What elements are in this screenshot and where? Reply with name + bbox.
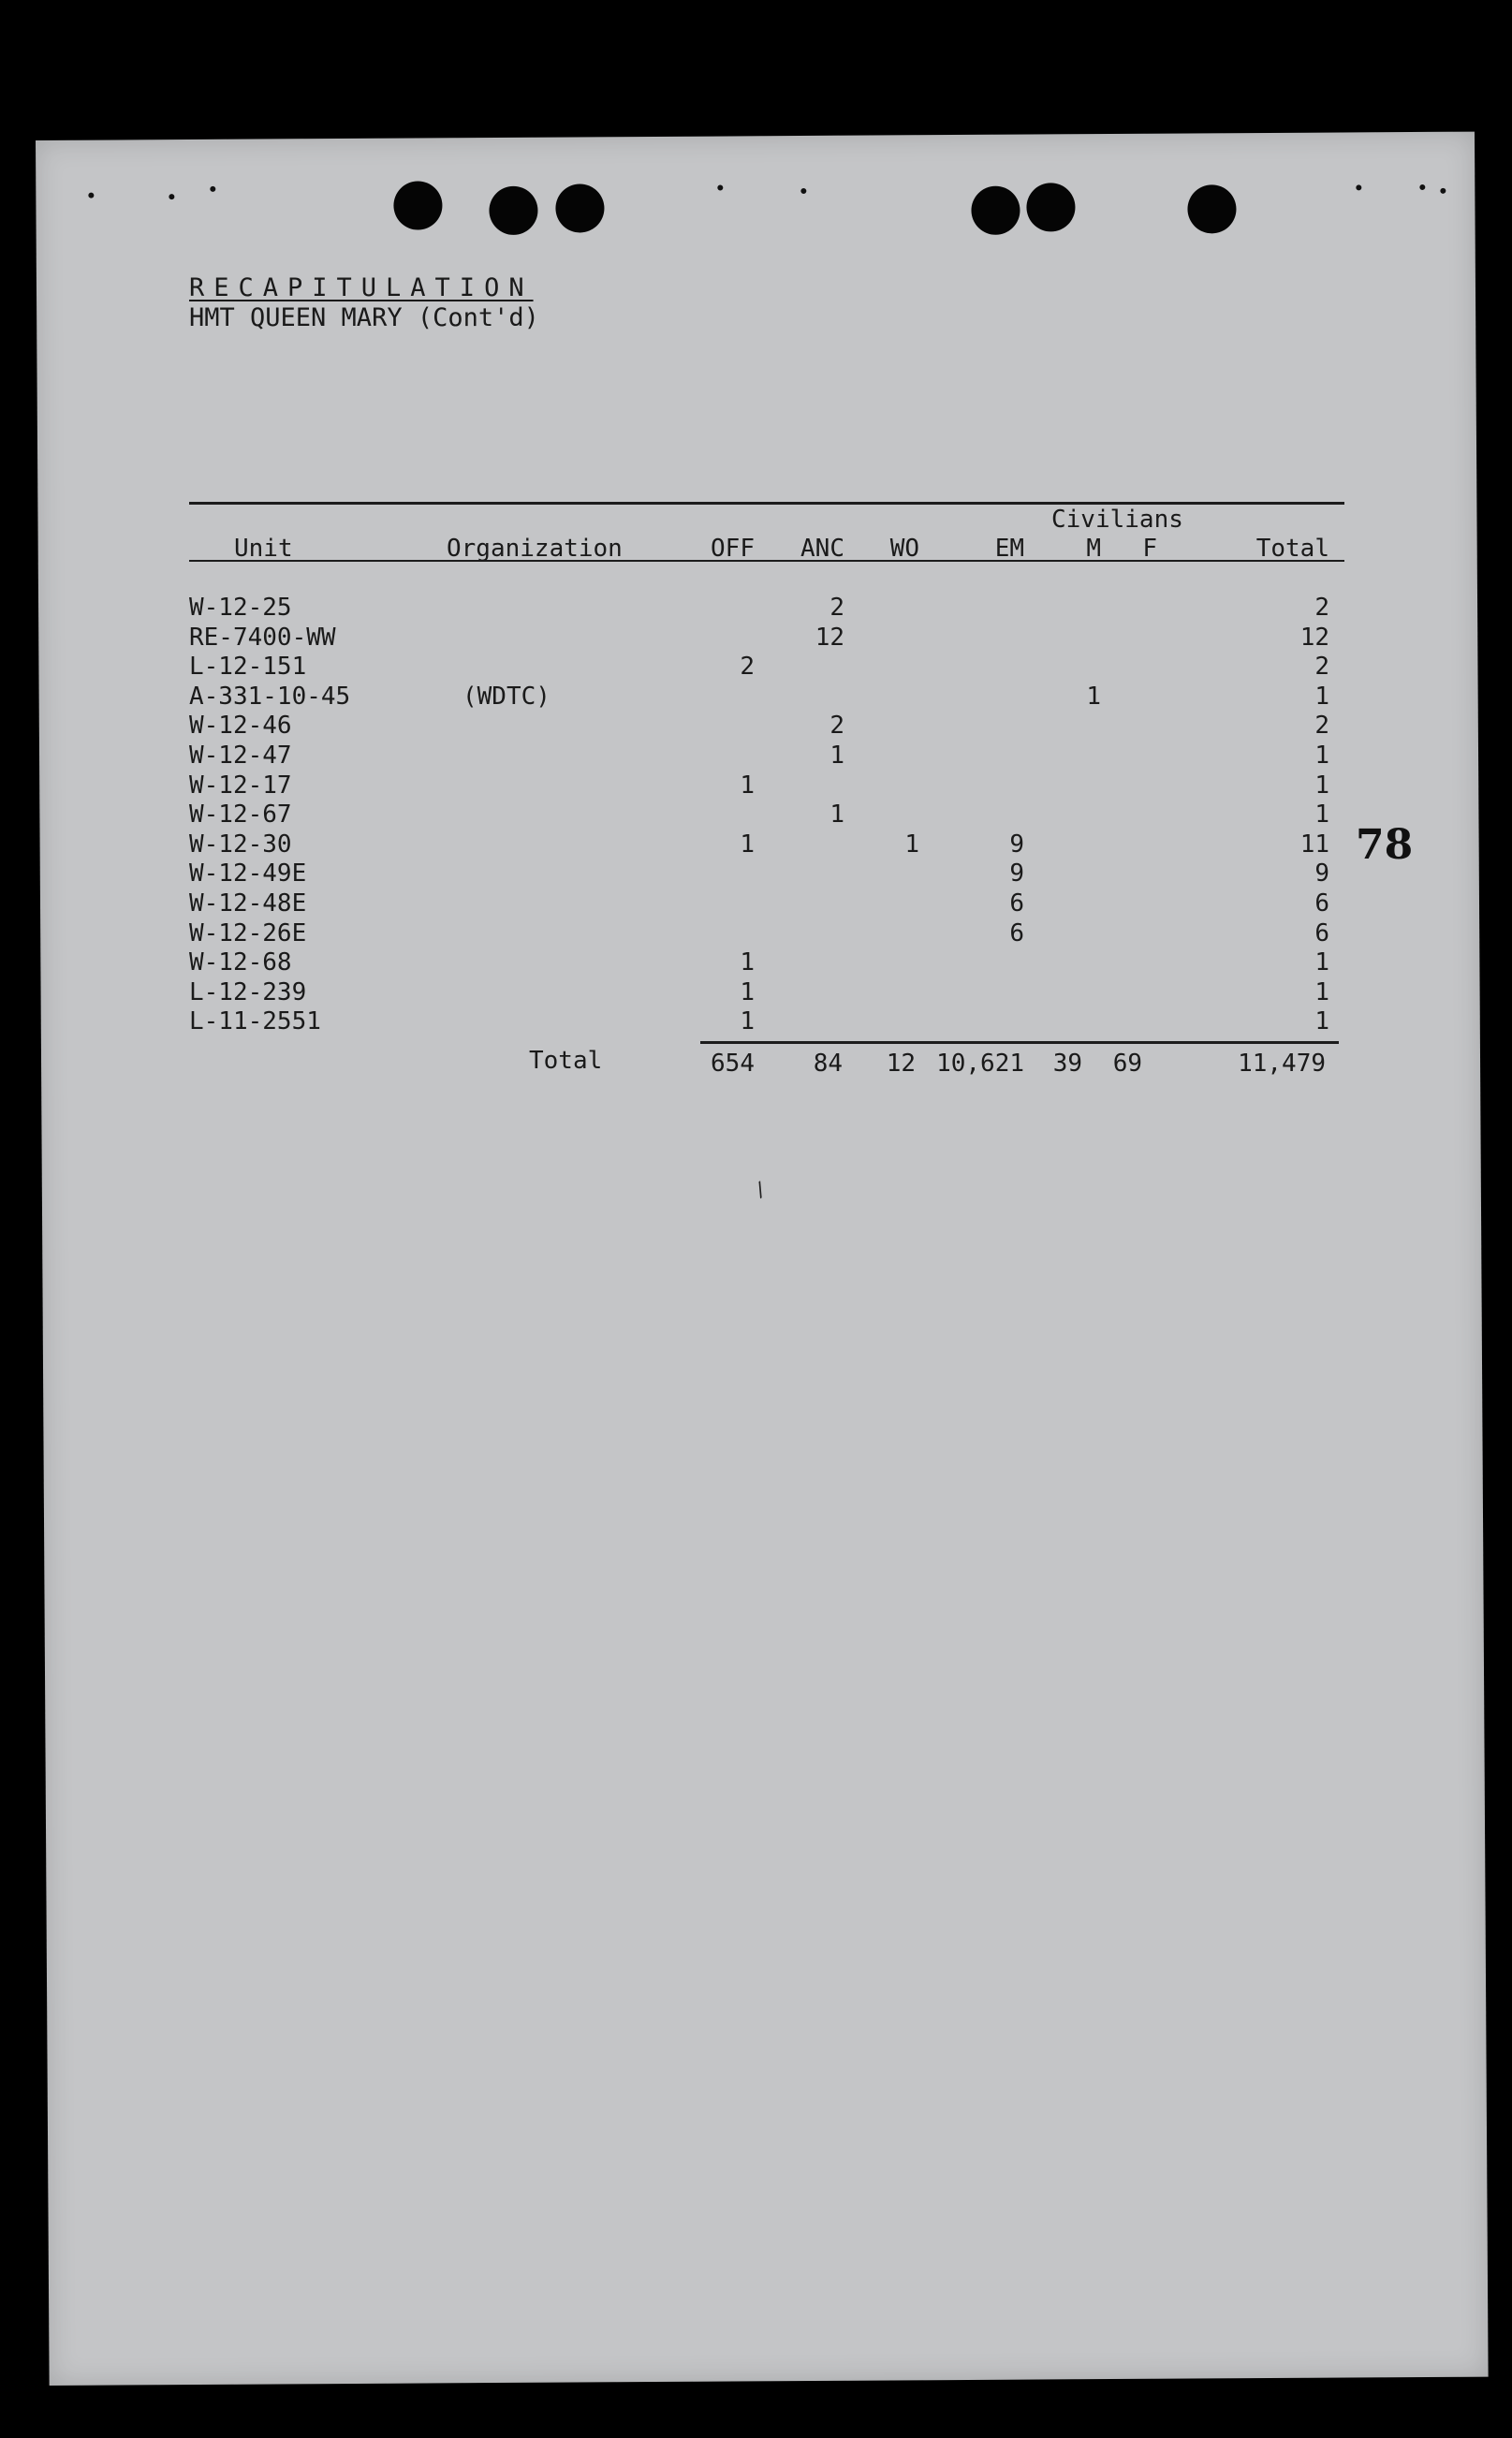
cell-total: 9: [1314, 859, 1329, 889]
cell-unit: L-12-239: [189, 977, 307, 1006]
cell-unit: W-12-68: [189, 948, 292, 977]
cell-unit: RE-7400-WW: [189, 623, 336, 652]
cell-total: 11: [1299, 830, 1329, 859]
header-f: F: [1142, 535, 1157, 563]
cell-unit: W-12-46: [189, 712, 292, 741]
cell-off: 2: [740, 653, 755, 682]
cell-unit: W-12-67: [189, 800, 292, 830]
cell-total: 1: [1314, 771, 1329, 800]
cell-unit: W-12-26E: [189, 918, 307, 947]
cell-off: 1: [740, 977, 755, 1006]
cell-em: 9: [1009, 830, 1024, 859]
document-subtitle: HMT QUEEN MARY (Cont'd): [189, 303, 539, 332]
punch-hole: [971, 186, 1020, 235]
cell-wo: 1: [904, 830, 919, 859]
paper-speck: [210, 186, 215, 192]
cell-anc: 1: [829, 800, 844, 830]
cell-unit: W-12-48E: [189, 889, 307, 918]
paper-speck: [717, 185, 723, 191]
header-unit: Unit: [234, 535, 293, 563]
totals-total: 11,479: [1238, 1050, 1326, 1078]
cell-off: 1: [740, 1007, 755, 1036]
paper-speck: [88, 193, 94, 198]
cell-total: 6: [1314, 918, 1329, 947]
document-heading: [189, 273, 539, 333]
cell-unit: W-12-25: [189, 594, 292, 622]
cell-anc: 2: [829, 594, 844, 622]
cell-unit: W-12-47: [189, 742, 292, 770]
cell-total: 12: [1299, 623, 1329, 652]
cell-unit: A-331-10-45: [189, 682, 351, 711]
cell-total: 1: [1314, 948, 1329, 977]
page-number-stamp: 78: [1356, 821, 1414, 869]
cell-total: 2: [1314, 712, 1329, 741]
cell-total: 2: [1314, 594, 1329, 622]
paper-speck: [1356, 184, 1361, 190]
cell-total: 1: [1314, 977, 1329, 1006]
punch-hole: [393, 181, 442, 229]
header-total: Total: [1255, 535, 1329, 563]
paper-speck: [800, 188, 806, 194]
cell-total: 1: [1314, 800, 1329, 830]
totals-off: 654: [711, 1050, 755, 1078]
header-organization: Organization: [447, 535, 623, 563]
totals-em: 10,621: [936, 1050, 1024, 1078]
cell-anc: 12: [815, 623, 844, 652]
totals-m: 39: [1052, 1050, 1082, 1078]
paper-speck: [1440, 188, 1446, 194]
cell-anc: 2: [829, 712, 844, 741]
cell-off: 1: [740, 771, 755, 800]
cell-total: 1: [1314, 742, 1329, 770]
cell-total: 1: [1314, 682, 1329, 711]
cell-org: (WDTC): [462, 682, 550, 711]
totals-rule: [700, 1041, 1339, 1044]
cell-unit: L-11-2551: [189, 1007, 321, 1036]
cell-unit: W-12-30: [189, 830, 292, 859]
totals-anc: 84: [813, 1050, 843, 1078]
cell-unit: W-12-17: [189, 771, 292, 800]
cell-total: 2: [1314, 653, 1329, 682]
paper-speck: [1419, 184, 1425, 190]
paper-speck: [169, 194, 174, 199]
cell-total: 6: [1314, 889, 1329, 918]
cell-unit: W-12-49E: [189, 859, 307, 889]
totals-label: Total: [529, 1047, 603, 1075]
cell-m: 1: [1086, 682, 1101, 711]
header-m: M: [1086, 535, 1101, 563]
cell-em: 9: [1009, 859, 1024, 889]
header-wo: WO: [889, 535, 919, 563]
header-top-rule: [189, 502, 1344, 505]
punch-hole: [1026, 183, 1075, 231]
cell-unit: L-12-151: [189, 653, 307, 682]
punch-hole: [489, 186, 537, 235]
totals-f: 69: [1112, 1050, 1142, 1078]
cell-em: 6: [1009, 889, 1024, 918]
cell-off: 1: [740, 948, 755, 977]
document-title: RECAPITULATION: [189, 273, 534, 302]
header-off: OFF: [711, 535, 755, 563]
document-page: [36, 132, 1489, 2386]
cell-em: 6: [1009, 918, 1024, 947]
header-civilians: Civilians: [1051, 506, 1183, 534]
punch-hole: [1187, 184, 1236, 233]
cell-anc: 1: [829, 742, 844, 770]
pen-mark: /: [749, 1176, 771, 1202]
header-em: EM: [994, 535, 1024, 563]
header-bottom-rule: [189, 560, 1344, 562]
punch-hole: [555, 184, 604, 232]
header-anc: ANC: [800, 535, 844, 563]
totals-wo: 12: [886, 1050, 916, 1078]
cell-off: 1: [740, 830, 755, 859]
cell-total: 1: [1314, 1007, 1329, 1036]
